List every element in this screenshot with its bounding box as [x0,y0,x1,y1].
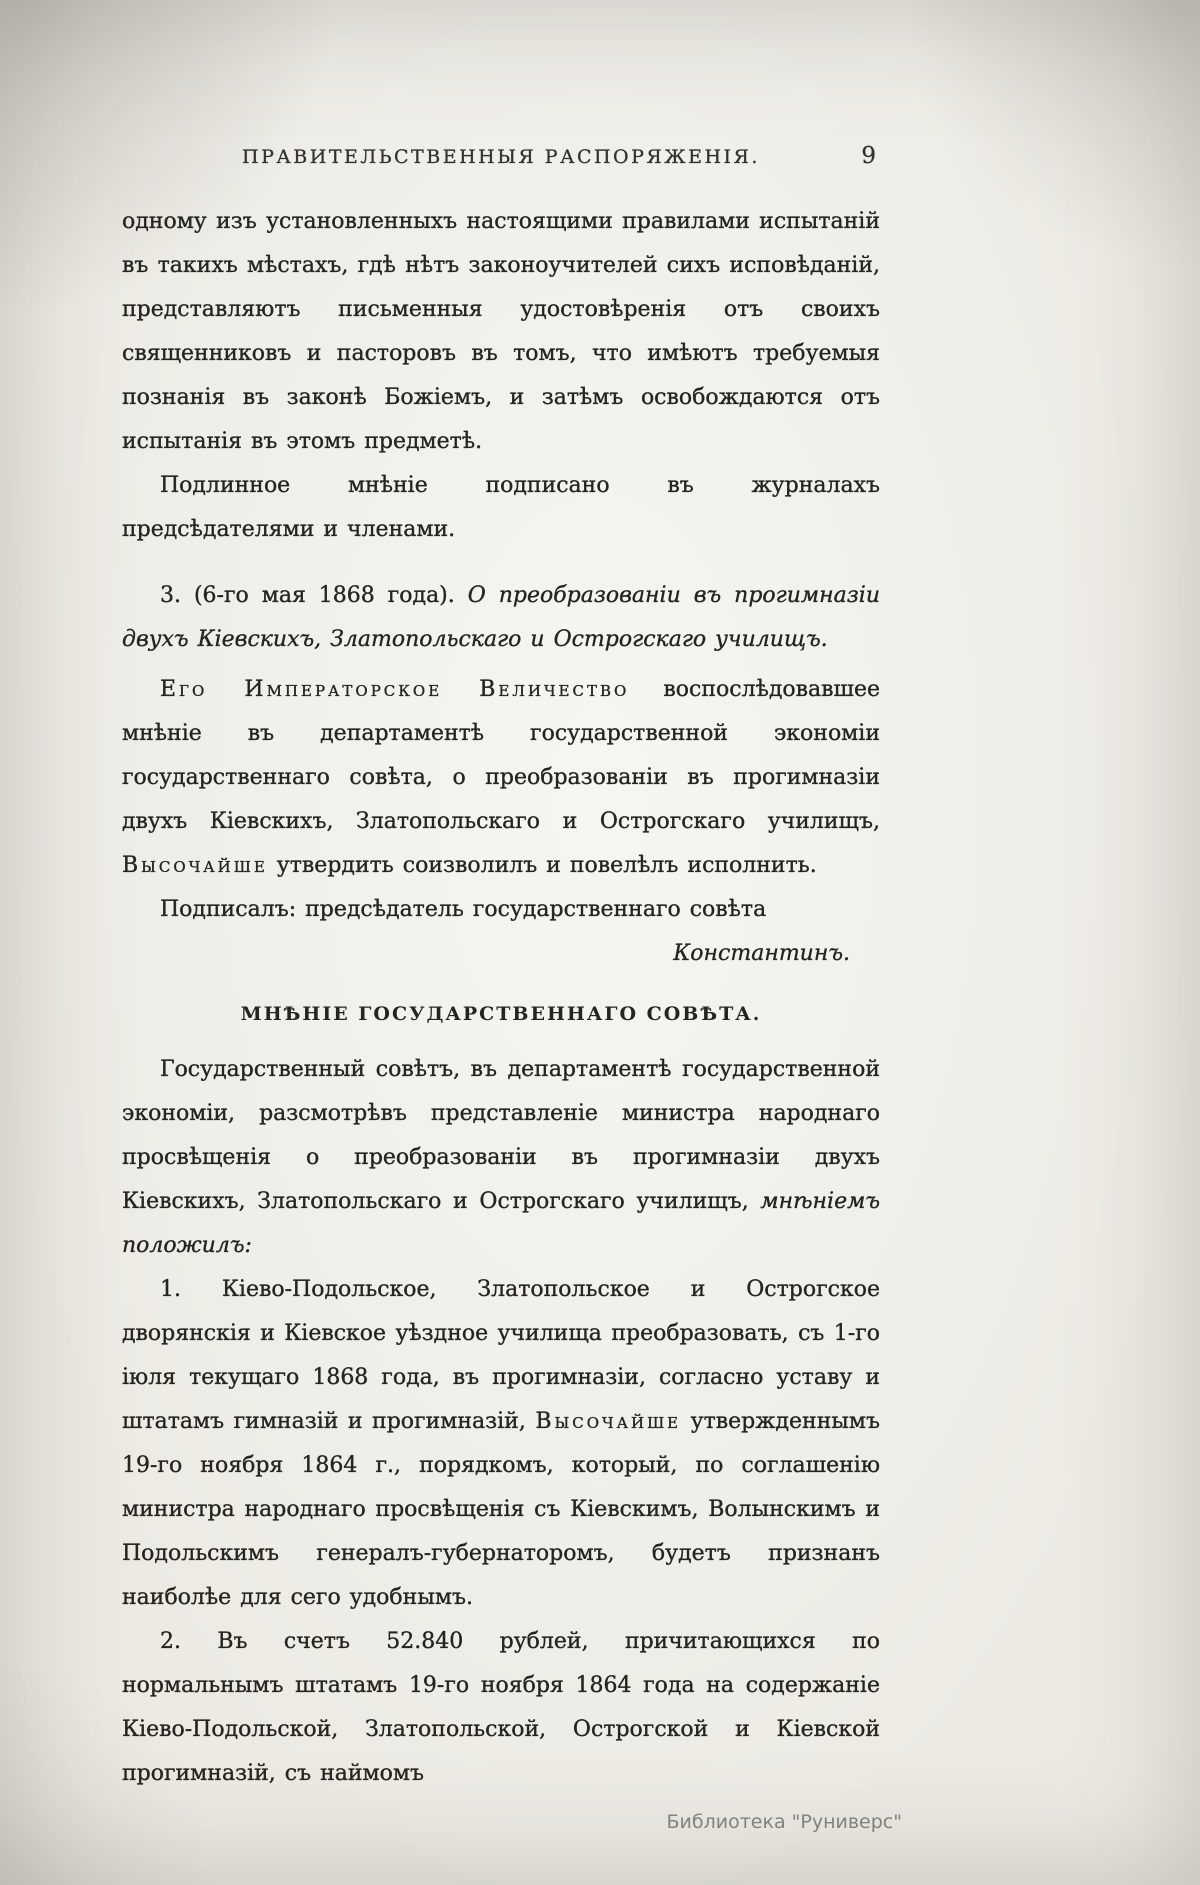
text-run-italic: О преобразованіи въ прогимназіи двухъ Кіевскихъ, Златопольскаго и Острогскаго училищъ. [122,583,880,652]
text-run: утвердить соизволилъ и повелѣлъ исполнить. [267,853,817,878]
paragraph-minute-note [122,464,880,552]
text-run-smallcaps: Высочайше [535,1409,682,1434]
paragraph-item3-heading [122,574,880,662]
paragraph-continuation [122,200,880,464]
text-run: 2. Въ счетъ 52.840 рублей, причитающихся по нормальнымъ штатамъ 19-го ноября 1864 года на содержаніе Кіево-Подольской, Златопольской, Острогской и Кіевской прогимназій, съ наймомъ [122,1629,880,1786]
running-title: ПРАВИТЕЛЬСТВЕННЫЯ РАСПОРЯЖЕНІЯ. [242,146,760,168]
page-header [122,143,880,169]
paragraph-item3-body [122,668,880,888]
library-watermark: Библиотека "Руниверс" [666,1811,902,1833]
text-run: 1. Кіево-Подольское, Златопольское и Острогское дворянскія и Кіевское уѣздное училища преобразовать, съ 1-го іюля текущаго 1868 года, въ прогимназіи, согласно уставу и штатамъ гимназій и прогимназій, [122,1277,880,1434]
paragraph-point-2 [122,1620,880,1796]
text-run-smallcaps: Его Императорское Величество [160,677,630,702]
text-run: одному изъ установленныхъ настоящими правилами испытаній въ такихъ мѣстахъ, гдѣ нѣтъ законоучителей сихъ исповѣданій, представляютъ письменныя удостовѣренія отъ своихъ священниковъ и пасторовъ въ томъ, что имѣютъ требуемыя познанія въ законѣ Божіемъ, и затѣмъ освобождаются отъ испытанія въ этомъ предметѣ. [122,209,880,454]
text-run: воспослѣдовавшее мнѣніе въ департаментѣ государственной экономіи государственнаго совѣта, о преобразованіи въ прогимназіи двухъ Кіевскихъ, Златопольскаго и Острогскаго училищъ, [122,677,881,834]
text-block [122,200,880,1796]
page-number: 9 [861,143,876,169]
text-run: Государственный совѣтъ, въ департаментѣ государственной экономіи, разсмотрѣвъ представленіе министра народнаго просвѣщенія о преобразованіи въ прогимназіи двухъ Кіевскихъ, Златопольскаго и Острогскаго училищъ, [122,1057,880,1214]
text-run: 3. (6-го мая 1868 года). [160,583,468,608]
signature-line: Константинъ. [673,941,850,966]
text-run: Подлинное мнѣніе подписано въ журналахъ предсѣдателями и членами. [122,473,880,542]
paragraph-signed-line [122,888,880,932]
text-run: утвержденнымъ 19-го ноября 1864 г., порядкомъ, который, по соглашенію министра народнаго просвѣщенія съ Кіевскимъ, Волынскимъ и Подольскимъ генералъ-губернаторомъ, будетъ признанъ наиболѣе для сего удобнымъ. [122,1409,880,1610]
paragraph-point-1 [122,1268,880,1620]
section-heading-opinion: МНѢНІЕ ГОСУДАРСТВЕННАГО СОВѢТА. [240,1003,762,1025]
text-run-smallcaps: Высочайше [122,853,268,878]
text-run: Подписалъ: предсѣдатель государственнаго совѣта [160,897,767,922]
text-run-italic: мнѣніемъ положилъ: [122,1189,880,1258]
paragraph-opinion-intro [122,1048,880,1268]
